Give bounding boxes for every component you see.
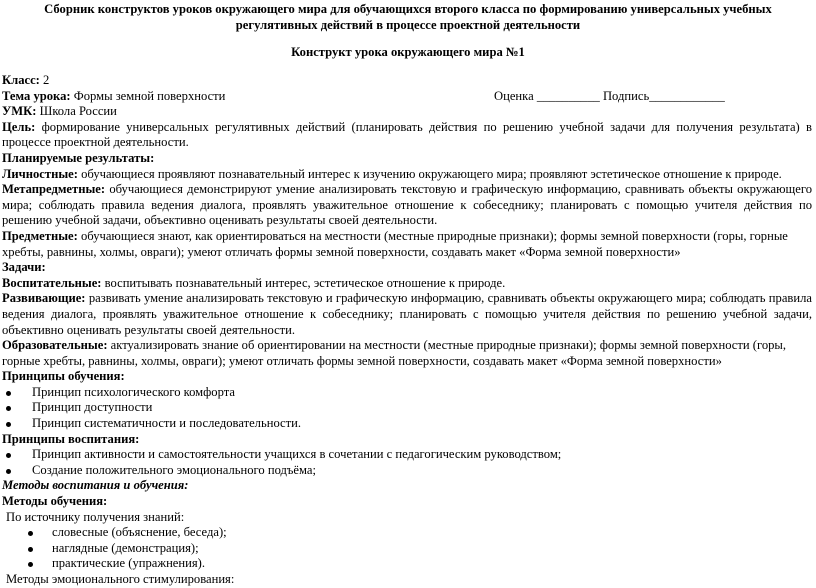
metasubject-label: Метапредметные: xyxy=(2,182,106,197)
educational-paragraph xyxy=(2,276,812,292)
methods-emotional-label: Методы эмоционального стимулирования: xyxy=(6,572,235,586)
teaching-value: актуализировать знание об ориентировании на местности (местные природные признаки); формы земной поверхности (горы, горные хребты, равнины, холмы, овраги); умеют отличать формы земной поверхности, создавать макет «Форма земной поверхности» xyxy=(2,338,787,368)
bullet-icon xyxy=(6,422,11,427)
class-line xyxy=(2,73,812,89)
list-item: Принцип доступности xyxy=(2,400,812,416)
methods-teaching-heading: Методы обучения: xyxy=(2,494,108,509)
methods-source-label: По источнику получения знаний: xyxy=(6,509,185,524)
list-item: Создание положительного эмоционального подъёма; xyxy=(2,463,812,479)
bullet-icon xyxy=(28,531,33,536)
bullet-icon xyxy=(6,469,11,474)
teaching-label: Образовательные: xyxy=(2,338,108,353)
principles-upbringing-heading: Принципы воспитания: xyxy=(2,431,140,446)
lesson-subtitle: Конструкт урока окружающего мира №1 xyxy=(291,45,525,59)
developing-paragraph xyxy=(2,291,812,338)
metasubject-paragraph xyxy=(2,182,812,229)
topic-value: Формы земной поверхности xyxy=(70,88,226,103)
personal-paragraph xyxy=(2,167,812,183)
list-item: наглядные (демонстрация); xyxy=(2,541,812,557)
educational-label: Воспитательные: xyxy=(2,275,102,290)
umk-label: УМК: xyxy=(2,104,37,119)
goal-paragraph xyxy=(2,120,812,151)
umk-line xyxy=(2,104,812,120)
tasks-heading: Задачи: xyxy=(2,260,46,275)
developing-value: развивать умение анализировать текстовую и графическую информацию, сравнивать объекты окружающего мира; соблюдать правила ведения диалога, проявлять уважительное отношение к собеседнику; планировать с помощью учителя действия по решению учебной задачи, объективно оценивать результаты своей деятельности. xyxy=(2,291,812,337)
document-body xyxy=(2,73,812,588)
teaching-paragraph xyxy=(2,338,812,369)
list-item: Принцип психологического комфорта xyxy=(2,385,812,401)
document-title: Сборник конструктов уроков окружающего мира для обучающихся второго класса по формированию универсальных учебных регулятивных действий в процессе проектной деятельности xyxy=(44,2,772,32)
grade-signature: Оценка __________ Подпись____________ xyxy=(494,88,725,103)
class-label: Класс: xyxy=(2,73,40,87)
list-item: Принцип систематичности и последовательности. xyxy=(2,416,812,432)
topic-label: Тема урока: xyxy=(2,88,71,103)
list-item: словесные (объяснение, беседа); xyxy=(2,525,812,541)
goal-label: Цель: xyxy=(2,119,36,134)
personal-label: Личностные: xyxy=(2,166,78,181)
bullet-icon xyxy=(6,453,11,458)
list-item: практические (упражнения). xyxy=(2,556,812,572)
bullet-icon xyxy=(6,406,11,411)
subject-value: обучающиеся знают, как ориентироваться на местности (местные природные признаки); формы земной поверхности (горы, горные хребты, равнины, холмы, овраги); умеют отличать формы земной поверхности, создавать макет «Форма земной поверхности» xyxy=(2,228,788,259)
principles-teaching-heading: Принципы обучения: xyxy=(2,369,125,384)
list-item: Принцип активности и самостоятельности учащихся в сочетании с педагогическим руководством; xyxy=(2,447,812,463)
class-value: 2 xyxy=(39,73,50,87)
goal-value: формирование универсальных регулятивных действий (планировать действия по решению учебной задачи для получения результата) в процессе проектной деятельности. xyxy=(2,119,812,150)
bullet-icon xyxy=(28,562,33,567)
topic-line xyxy=(2,89,812,105)
developing-label: Развивающие: xyxy=(2,291,86,306)
bullet-icon xyxy=(28,547,33,552)
subject-paragraph xyxy=(2,229,812,260)
metasubject-value: обучающиеся демонстрируют умение анализировать текстовую и графическую информацию, сравнивать объекты окружающего мира; соблюдать правила ведения диалога, проявлять уважительное отношение к собеседнику; планировать с помощью учителя действия по решению учебной задачи, объективно оценивать результаты своей деятельности. xyxy=(2,182,812,228)
umk-value: Школа России xyxy=(36,104,117,119)
educational-value: воспитывать познавательный интерес, эстетическое отношение к природе. xyxy=(101,275,506,290)
subject-label: Предметные: xyxy=(2,228,78,243)
methods-heading: Методы воспитания и обучения: xyxy=(2,478,189,493)
planned-results-heading: Планируемые результаты: xyxy=(2,150,155,165)
personal-value: обучающиеся проявляют познавательный интерес к изучению окружающего мира; проявляют эстетическое отношение к природе. xyxy=(77,166,782,181)
bullet-icon xyxy=(6,391,11,396)
